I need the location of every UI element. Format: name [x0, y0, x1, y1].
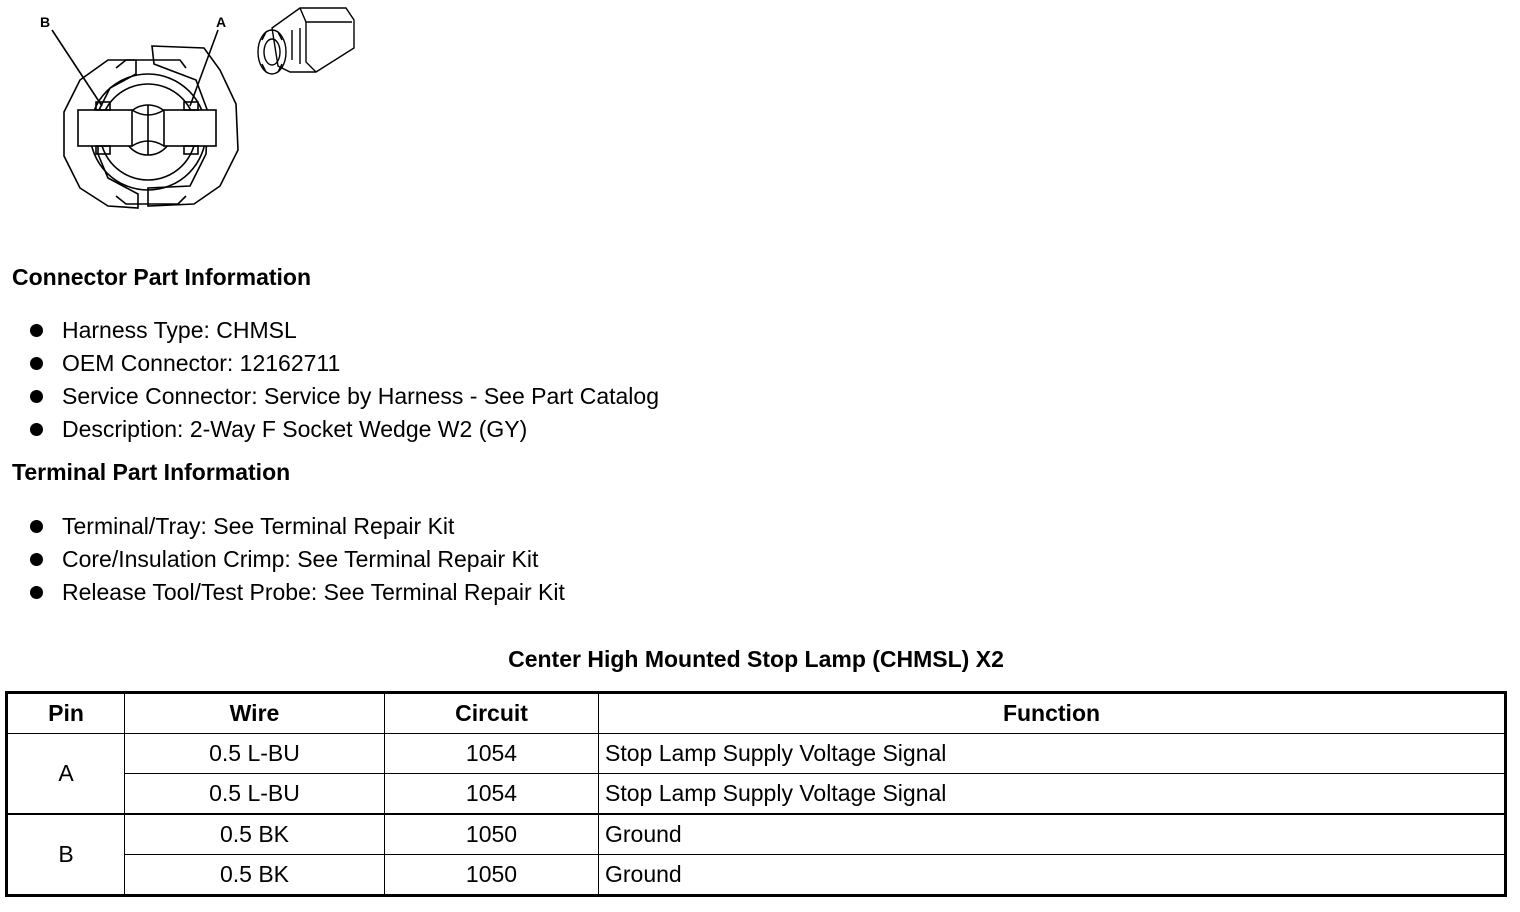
pin-table-title: Center High Mounted Stop Lamp (CHMSL) X2: [508, 646, 1004, 672]
connector-face-diagram: [0, 0, 380, 230]
bullet-icon: [30, 586, 43, 599]
header-wire: Wire: [125, 693, 385, 734]
table-row: [7, 814, 1506, 855]
function-cell: Stop Lamp Supply Voltage Signal: [599, 774, 1506, 815]
function-cell: Ground: [599, 855, 1506, 896]
header-circuit: Circuit: [385, 693, 599, 734]
bullet-icon: [30, 553, 43, 566]
pin-b-label: B: [40, 14, 51, 30]
function-cell: Ground: [599, 814, 1506, 855]
list-item: Harness Type: CHMSL: [28, 314, 659, 347]
connector-part-info-heading: Connector Part Information: [12, 264, 312, 290]
wire-cell: 0.5 BK: [125, 855, 385, 896]
terminal-part-info-heading: Terminal Part Information: [12, 459, 291, 485]
wire-cell: 0.5 L-BU: [125, 734, 385, 774]
table-row: [7, 774, 1506, 815]
bullet-icon: [30, 324, 43, 337]
circuit-cell: 1050: [385, 855, 599, 896]
pin-a-label: A: [216, 14, 227, 30]
header-function: Function: [599, 693, 1506, 734]
bullet-icon: [30, 423, 43, 436]
pin-table: [5, 691, 1507, 897]
header-pin: Pin: [7, 693, 125, 734]
terminal-info-list: [28, 510, 565, 609]
pin-cell: B: [7, 814, 125, 896]
locking-tab-bottom: [116, 196, 186, 204]
circuit-cell: 1054: [385, 774, 599, 815]
table-header-row: [7, 693, 1506, 734]
bullet-icon: [30, 357, 43, 370]
circuit-cell: 1054: [385, 734, 599, 774]
list-item: Release Tool/Test Probe: See Terminal Repair Kit: [28, 576, 565, 609]
leader-line-a: [190, 30, 218, 106]
table-row: [7, 734, 1506, 774]
list-item: Core/Insulation Crimp: See Terminal Repair Kit: [28, 543, 565, 576]
bullet-icon: [30, 520, 43, 533]
table-row: [7, 855, 1506, 896]
list-item: Terminal/Tray: See Terminal Repair Kit: [28, 510, 565, 543]
list-item: Description: 2-Way F Socket Wedge W2 (GY): [28, 413, 659, 446]
terminal-blade-a: [164, 110, 216, 146]
leader-line-b: [52, 30, 102, 106]
wire-cell: 0.5 L-BU: [125, 774, 385, 815]
locking-tab-top: [116, 60, 186, 68]
pin-cell: A: [7, 734, 125, 815]
connector-info-list: [28, 314, 659, 446]
list-item: OEM Connector: 12162711: [28, 347, 659, 380]
list-item: Service Connector: Service by Harness - See Part Catalog: [28, 380, 659, 413]
bullet-icon: [30, 390, 43, 403]
terminal-blade-b: [78, 110, 132, 146]
connector-3d-icon: [258, 8, 354, 74]
circuit-cell: 1050: [385, 814, 599, 855]
wire-cell: 0.5 BK: [125, 814, 385, 855]
function-cell: Stop Lamp Supply Voltage Signal: [599, 734, 1506, 774]
